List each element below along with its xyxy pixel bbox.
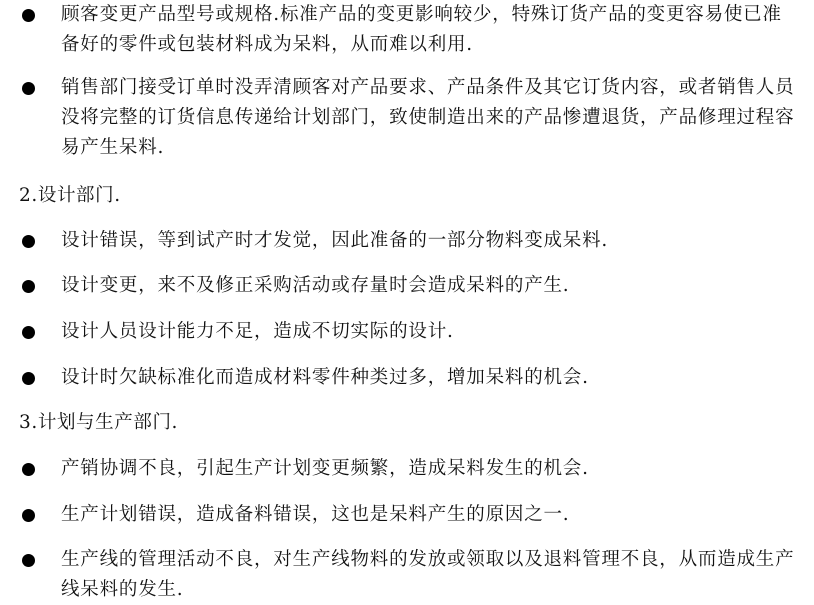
bullet-icon bbox=[22, 463, 35, 476]
list-item-text: 设计时欠缺标准化而造成材料零件种类过多，增加呆料的机会. bbox=[61, 367, 589, 388]
list-item-text: 设计人员设计能力不足，造成不切实际的设计. bbox=[61, 321, 454, 342]
bullet-icon bbox=[22, 372, 35, 385]
bullet-icon bbox=[22, 235, 35, 248]
bullet-icon bbox=[22, 9, 35, 22]
list-item-text: 设计变更，来不及修正采购活动或存量时会造成呆料的产生. bbox=[61, 275, 570, 296]
list-item-text: 生产计划错误，造成备料错误，这也是呆料产生的原因之一. bbox=[61, 504, 570, 525]
list-item-text: 顾客变更产品型号或规格.标准产品的变更影响较少，特殊订货产品的变更容易使已准备好的零件或包装材料成为呆料，从而难以利用. bbox=[61, 4, 782, 55]
list-item-text: 设计错误，等到试产时才发觉，因此准备的一部分物料变成呆料. bbox=[61, 230, 609, 251]
bullet-icon bbox=[22, 280, 35, 293]
bullet-icon bbox=[22, 509, 35, 522]
list-item-text: 产销协调不良，引起生产计划变更频繁，造成呆料发生的机会. bbox=[61, 458, 589, 479]
section-heading: 3.计划与生产部门. bbox=[19, 412, 179, 433]
section-heading: 2.设计部门. bbox=[19, 185, 121, 206]
bullet-icon bbox=[22, 82, 35, 95]
list-item-text: 销售部门接受订单时没弄清顾客对产品要求、产品条件及其它订货内容，或者销售人员没将完整的订货信息传递给计划部门，致使制造出来的产品惨遭退货，产品修理过程容易产生呆料. bbox=[61, 77, 795, 158]
list-item-text: 生产线的管理活动不良，对生产线物料的发放或领取以及退料管理不良，从而造成生产线呆料的发生. bbox=[61, 549, 795, 600]
bullet-icon bbox=[22, 554, 35, 567]
bullet-icon bbox=[22, 326, 35, 339]
